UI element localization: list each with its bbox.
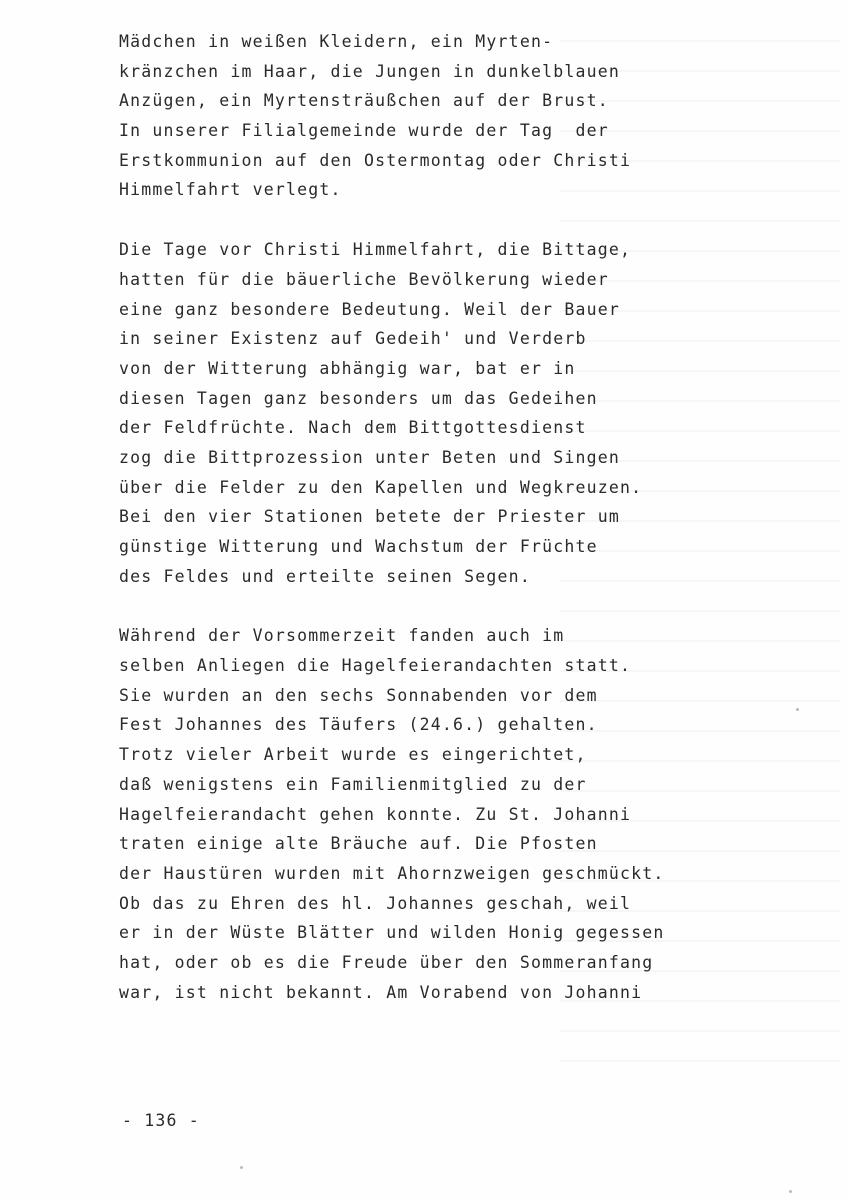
text-line: der Haustüren wurden mit Ahornzweigen geschmückt. (119, 863, 665, 883)
text-line: selben Anliegen die Hagelfeierandachten statt. (119, 656, 632, 676)
text-line: war, ist nicht bekannt. Am Vorabend von Johanni (119, 982, 643, 1002)
text-line: in seiner Existenz auf Gedeih' und Verderb (119, 329, 587, 349)
text-line: traten einige alte Bräuche auf. Die Pfosten (119, 834, 598, 854)
paragraph-hagelfeier (119, 621, 839, 1007)
page-number: - 136 - (122, 1111, 200, 1130)
text-line: Hagelfeierandacht gehen konnte. Zu St. Johanni (119, 804, 632, 824)
text-line: daß wenigstens ein Familienmitglied zu der (119, 774, 587, 794)
text-line: Während der Vorsommerzeit fanden auch im (119, 626, 565, 646)
body-text (119, 27, 839, 1037)
text-line: Himmelfahrt verlegt. (119, 180, 342, 200)
paper-speck (240, 1166, 243, 1169)
text-line: eine ganz besondere Bedeutung. Weil der Bauer (119, 299, 621, 319)
text-line: hat, oder ob es die Freude über den Sommeranfang (119, 952, 654, 972)
text-line: günstige Witterung und Wachstum der Früchte (119, 537, 598, 556)
text-line: Ob das zu Ehren des hl. Johannes geschah, weil (119, 893, 632, 913)
paper-speck (796, 708, 799, 711)
text-line: über die Felder zu den Kapellen und Wegkreuzen. (119, 477, 643, 497)
text-line: Sie wurden an den sechs Sonnabenden vor dem (119, 685, 598, 705)
text-line: Die Tage vor Christi Himmelfahrt, die Bittage, (119, 240, 632, 260)
text-line: zog die Bittprozession unter Beten und Singen (119, 447, 621, 467)
paragraph-erstkommunion (119, 27, 839, 205)
paragraph-bittage (119, 235, 839, 591)
text-line: Anzügen, ein Myrtensträußchen auf der Brust. (119, 91, 609, 111)
paper-speck (789, 1190, 792, 1193)
text-line: Bei den vier Stationen betete der Priester um (119, 507, 621, 527)
text-line: kränzchen im Haar, die Jungen in dunkelblauen (119, 61, 621, 81)
text-line: Fest Johannes des Täufers (24.6.) gehalten. (119, 715, 598, 735)
text-line: von der Witterung abhängig war, bat er in (119, 358, 576, 378)
text-line: der Feldfrüchte. Nach dem Bittgottesdienst (119, 418, 587, 438)
text-line: Trotz vieler Arbeit wurde es eingerichtet, (119, 745, 587, 765)
text-line: hatten für die bäuerliche Bevölkerung wieder (119, 269, 609, 289)
text-line: diesen Tagen ganz besonders um das Gedeihen (119, 388, 598, 408)
text-line: Mädchen in weißen Kleidern, ein Myrten- (119, 32, 554, 51)
text-line: Erstkommunion auf den Ostermontag oder Christi (119, 150, 632, 170)
text-line: In unserer Filialgemeinde wurde der Tag der (119, 121, 609, 141)
text-line: des Feldes und erteilte seinen Segen. (119, 566, 531, 586)
text-line: er in der Wüste Blätter und wilden Honig gegessen (119, 923, 665, 943)
